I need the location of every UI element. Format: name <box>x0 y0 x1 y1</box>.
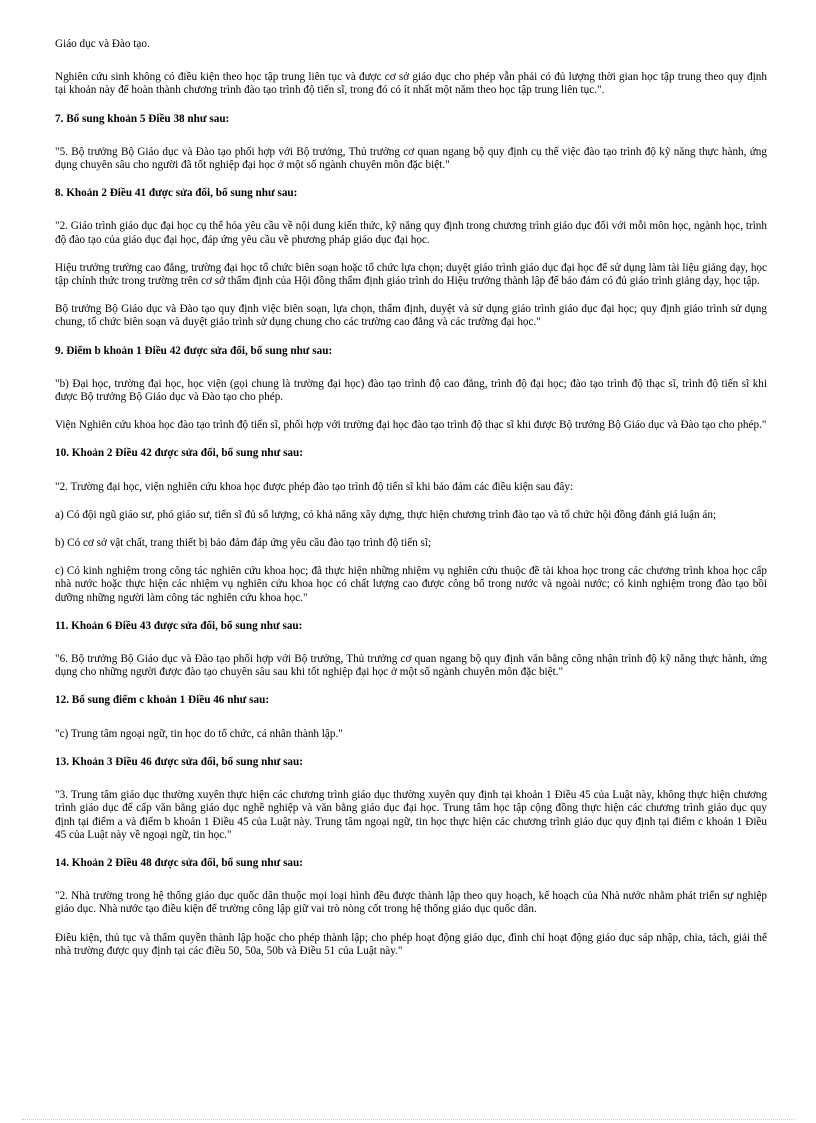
heading-10: 10. Khoản 2 Điều 42 được sửa đổi, bổ sung như sau: <box>55 447 303 460</box>
paragraph-10: Viện Nghiên cứu khoa học đào tạo trình độ tiến sĩ, phối hợp với trường đại học đào tạo trình độ thạc sĩ khi được Bộ trưởng Bộ Giáo dục và Đào tạo cho phép." <box>55 419 767 432</box>
paragraph-17: "6. Bộ trưởng Bộ Giáo dục và Đào tạo phối hợp với Bộ trưởng, Thủ trưởng cơ quan ngang bộ quy định văn bằng công nhận trình độ kỹ năng thực hành, ứng dụng cho những người được đào tạo chuyên sâu sau khi tốt nghiệp đại học ở một số ngành chuyên môn đặc biệt." <box>55 653 767 679</box>
paragraph-24: Điều kiện, thủ tục và thẩm quyền thành lập hoặc cho phép thành lập; cho phép hoạt động giáo dục, đình chỉ hoạt động giáo dục sáp nhập, chia, tách, giải thể nhà trường được quy định tại các điều 50, 50a, 50b và Điều 51 của Luật này." <box>55 931 767 957</box>
paragraph-15: c) Có kinh nghiệm trong công tác nghiên cứu khoa học; đã thực hiện những nhiệm vụ nghiên cứu thuộc đề tài khoa học trong các chương trình khoa học cấp nhà nước hoặc thực hiện các nhiệm vụ nghiên cứu khoa học có chất lượng cao được công bố trong nước và ngoài nước; có kinh nghiệm trong đào tạo bồi dưỡng những người làm công tác nghiên cứu khoa học." <box>55 565 767 604</box>
paragraph-19: "c) Trung tâm ngoại ngữ, tin học do tổ chức, cá nhân thành lập." <box>55 727 343 740</box>
document-page <box>55 38 767 973</box>
paragraph-0: Giáo dục và Đào tạo. <box>55 38 150 50</box>
heading-11: 11. Khoản 6 Điều 43 được sửa đổi, bổ sung như sau: <box>55 619 303 632</box>
page-bottom-divider <box>22 1119 794 1120</box>
paragraph-6: Hiệu trưởng trường cao đẳng, trường đại học tổ chức biên soạn hoặc tổ chức lựa chọn; duyệt giáo trình giáo dục đại học để sử dụng làm tài liệu giảng dạy, học tập chính thức trong trường trên cơ sở thẩm định của Hội đồng thẩm định giáo trình do Hiệu trưởng thành lập để bảo đảm có đủ giáo trình giảng dạy, học tập. <box>55 261 767 288</box>
heading-14: 14. Khoản 2 Điều 48 được sửa đổi, bổ sung như sau: <box>55 856 303 869</box>
paragraph-1: Nghiên cứu sinh không có điều kiện theo học tập trung liên tục và được cơ sở giáo dục cho phép vẫn phải có đủ lượng thời gian học tập trung theo quy định tại khoản này để hoàn thành chương trình đào tạo trình độ tiến sĩ, trong đó có ít nhất một năm theo học tập trung liên tục.". <box>55 71 767 97</box>
paragraph-3: "5. Bộ trưởng Bộ Giáo dục và Đào tạo phối hợp với Bộ trưởng, Thủ trưởng cơ quan ngang bộ quy định cụ thể việc đào tạo trình độ kỹ năng thực hành, ứng dụng chuyên sâu cho người đã tốt nghiệp đại học ở một số ngành chuyên môn đặc biệt." <box>55 145 767 172</box>
paragraph-5: "2. Giáo trình giáo dục đại học cụ thể hóa yêu cầu về nội dung kiến thức, kỹ năng quy định trong chương trình giáo dục đối với mỗi môn học, ngành học, trình độ đào tạo của giáo dục đại học, đáp ứng yêu cầu về phương pháp giáo dục đại học. <box>55 220 767 246</box>
paragraph-21: "3. Trung tâm giáo dục thường xuyên thực hiện các chương trình giáo dục thường xuyên quy định tại khoản 1 Điều 45 của Luật này, không thực hiện chương trình giáo dục để cấp văn bằng giáo dục nghề nghiệp và văn bằng giáo dục đại học. Trung tâm học tập cộng đồng thực hiện các chương trình giáo dục quy định tại điểm a và điểm b khoản 1 Điều 45 của Luật này. Trung tâm ngoại ngữ, tin học thực hiện các chương trình giáo dục quy định tại điểm c khoản 1 Điều 45 của Luật này về ngoại ngữ, tin học." <box>55 789 767 841</box>
heading-7: 7. Bổ sung khoản 5 Điều 38 như sau: <box>55 112 230 125</box>
heading-12: 12. Bổ sung điểm c khoản 1 Điều 46 như sau: <box>55 694 270 707</box>
heading-13: 13. Khoản 3 Điều 46 được sửa đổi, bổ sung như sau: <box>55 755 303 768</box>
paragraph-13: a) Có đội ngũ giáo sư, phó giáo sư, tiến sĩ đủ số lượng, có khả năng xây dựng, thực hiện chương trình đào tạo và tổ chức hội đồng đánh giá luận án; <box>55 508 717 521</box>
paragraph-7: Bộ trưởng Bộ Giáo dục và Đào tạo quy định việc biên soạn, lựa chọn, thẩm định, duyệt và sử dụng giáo trình giáo dục đại học; quy định giáo trình sử dụng chung, tổ chức biên soạn và duyệt giáo trình sử dụng chung cho các trường cao đẳng và các trường đại học." <box>55 303 767 329</box>
heading-9: 9. Điểm b khoản 1 Điều 42 được sửa đổi, bổ sung như sau: <box>55 344 333 357</box>
paragraph-9: "b) Đại học, trường đại học, học viện (gọi chung là trường đại học) đào tạo trình độ cao đẳng, trình độ đại học; đào tạo trình độ thạc sĩ, trình độ tiến sĩ khi được Bộ trưởng Bộ Giáo dục và Đào tạo cho phép. <box>55 377 767 404</box>
heading-8: 8. Khoản 2 Điều 41 được sửa đổi, bổ sung như sau: <box>55 187 298 200</box>
paragraph-14: b) Có cơ sở vật chất, trang thiết bị bảo đảm đáp ứng yêu cầu đào tạo trình độ tiến sĩ; <box>55 537 432 550</box>
paragraph-12: "2. Trường đại học, viện nghiên cứu khoa học được phép đào tạo trình độ tiến sĩ khi bảo đảm các điều kiện sau đây: <box>55 480 574 493</box>
paragraph-23: "2. Nhà trường trong hệ thống giáo dục quốc dân thuộc mọi loại hình đều được thành lập theo quy hoạch, kế hoạch của Nhà nước nhằm phát triển sự nghiệp giáo dục. Nhà nước tạo điều kiện để trường công lập giữ vai trò nòng cốt trong hệ thống giáo dục quốc dân. <box>55 890 767 916</box>
